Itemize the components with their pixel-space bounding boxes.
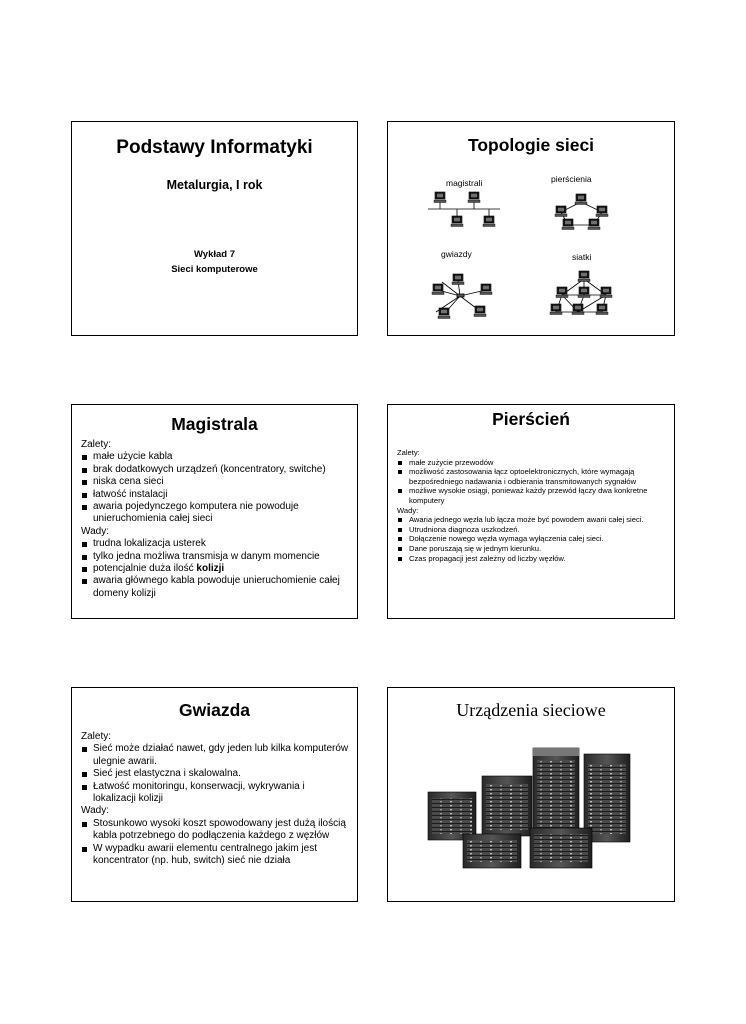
slide-topologies [387,121,675,336]
list-item: możliwe wysokie osiągi, ponieważ każdy przewód łączy dwa konkretne komputery [397,486,666,505]
cons-list [81,818,349,868]
pros-label: Zalety: [81,731,112,742]
list-item: łatwość instalacji [81,489,349,501]
cons-label: Wady: [81,805,109,817]
pros-list [81,451,349,525]
slide-title [71,121,358,336]
slide-heading: Gwiazda [179,700,250,720]
bus-topology-diagram [428,192,500,227]
label-bus: magistrali [446,178,483,188]
slide-heading: Urządzenia sieciowe [456,700,606,720]
slide-heading: Topologie sieci [467,135,595,155]
cons-list [397,515,666,563]
label-mesh: siatki [572,252,592,262]
list-item: Dane poruszają się w jednym kierunku. [397,544,666,554]
slide-subtitle: Metalurgia, I rok [166,178,263,192]
ring-topology-diagram [555,194,608,230]
router-unit [463,834,521,868]
list-item: W wypadku awarii elementu centralnego jakim jest koncentrator (np. hub, switch) sieć nie działa [81,843,349,868]
switch-chassis [428,792,476,840]
list-item-emphasis: kolizji [196,563,225,575]
list-item: Sieć może działać nawet, gdy jeden lub kilka komputerów ulegnie awarii. [81,743,349,768]
list-item: Dołączenie nowego węzła wymaga wyłączenia całej sieci. [397,534,666,544]
slide-star [71,687,358,902]
slide-bus [71,404,358,619]
network-devices-photo [388,688,673,900]
topology-diagrams [388,122,673,334]
slide-network-devices [387,687,675,902]
list-item: Sieć jest elastyczna i skalowalna. [81,768,349,780]
list-item: trudna lokalizacja usterek [81,538,349,550]
cons-list [81,538,349,600]
slide-body [81,439,349,600]
lecture-topic: Sieci komputerowe [171,264,258,275]
mesh-topology-diagram [550,271,612,315]
list-item: małe użycie kabla [81,451,349,463]
slide-ring [387,404,675,619]
router-unit [530,828,592,868]
list-item: tylko jedna możliwa transmisja w danym momencie [81,551,349,563]
pros-label: Zalety: [81,439,112,450]
list-item: Utrudniona diagnoza uszkodzeń. [397,525,666,535]
list-item: możliwość zastosowania łącz optoelektronicznych, które wymagają bezpośredniego nadawania i odbierania transmitowanych sygnałów [397,467,666,486]
list-item: Łatwość monitoringu, konserwacji, wykrywania i lokalizacji kolizji [81,781,349,806]
switch-chassis [482,776,532,836]
pros-label: Zalety: [397,448,420,457]
cons-label: Wady: [81,525,109,537]
slide-title-heading: Podstawy Informatyki [116,137,313,158]
list-item: Stosunkowo wysoki koszt spowodowany jest dużą ilością kabla potrzebnego do podłączenia każdego z węzłów [81,818,349,843]
pros-list [397,458,666,506]
slide-heading: Magistrala [171,414,258,434]
list-item: awaria głównego kabla powoduje unieruchomienie całej domeny kolizji [81,575,349,600]
list-item: Czas propagacji jest zależny od liczby węzłów. [397,554,666,564]
list-item-text: potencjalnie duża ilość [93,563,197,575]
list-item: niska cena sieci [81,476,349,488]
slide-body [81,731,349,867]
label-star: gwiazdy [441,249,472,259]
list-item [81,563,349,575]
lecture-number: Wykład 7 [193,249,235,260]
star-topology-diagram [432,274,492,319]
slide-heading: Pierścień [492,409,570,429]
cons-label: Wady: [397,505,419,515]
list-item: awaria pojedynczego komputera nie powoduje unieruchomienia całej sieci [81,501,349,526]
slide-body [397,448,666,563]
list-item: brak dodatkowych urządzeń (koncentratory, switche) [81,464,349,476]
list-item: małe zużycie przewodów [397,458,666,468]
label-ring: pierścienia [551,174,592,184]
pros-list [81,743,349,805]
list-item: Awaria jednego węzła lub łącza może być powodem awarii całej sieci. [397,515,666,525]
